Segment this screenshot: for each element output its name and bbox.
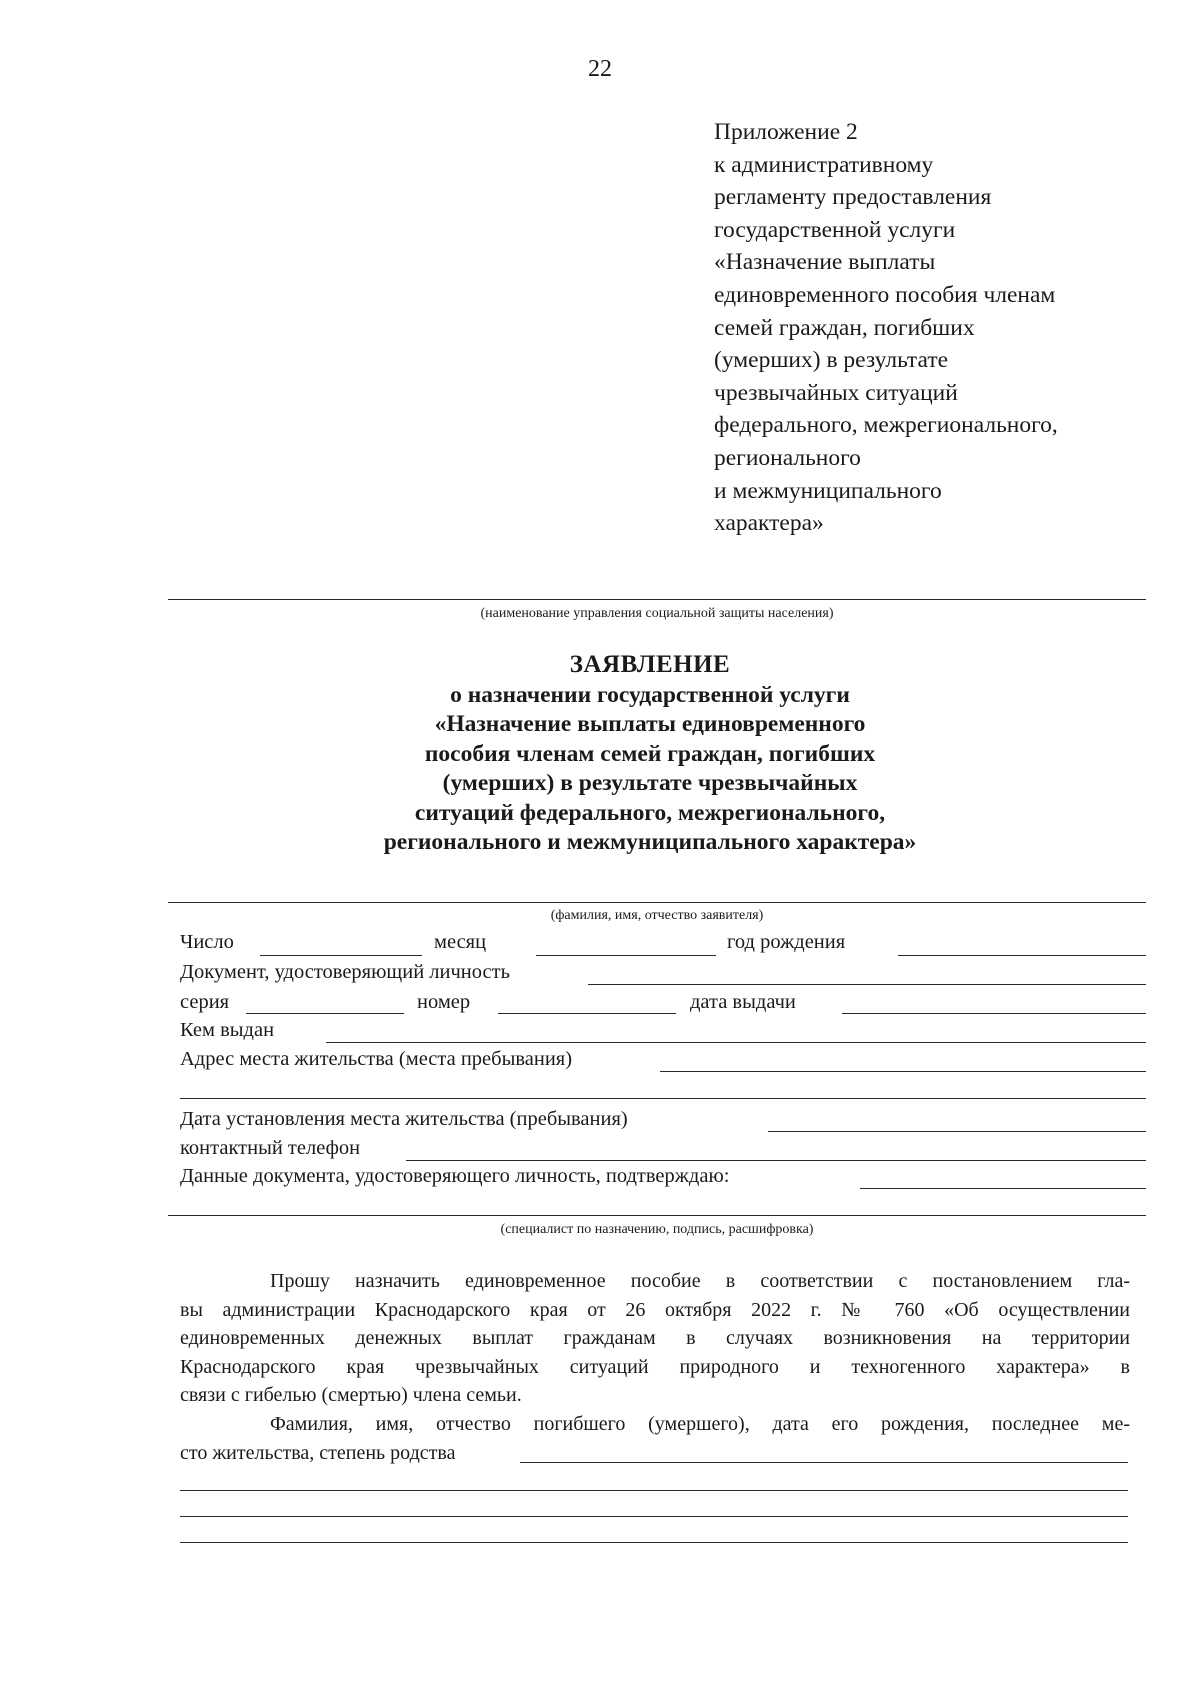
birth-year-field[interactable] <box>898 955 1146 956</box>
appendix-line: федерального, межрегионального, <box>714 412 1058 439</box>
applicant-name-line[interactable] <box>168 902 1146 903</box>
request-line: единовременных денежных выплат гражданам в случаях возникновения на территории <box>180 1327 1130 1349</box>
month-label: месяц <box>434 931 487 953</box>
month-field[interactable] <box>536 955 716 956</box>
title-line: «Назначение выплаты единовременного <box>434 711 866 737</box>
specialist-caption: (специалист по назначению, подпись, расшифровка) <box>500 1222 814 1237</box>
title-line: ситуаций федерального, межрегионального, <box>414 799 886 826</box>
appendix-line: (умерших) в результате <box>714 347 949 374</box>
day-field[interactable] <box>260 955 422 956</box>
department-name-line[interactable] <box>168 599 1146 600</box>
appendix-line: государственной услуги <box>714 216 956 243</box>
issued-by-field[interactable] <box>326 1042 1146 1043</box>
issued-by-label: Кем выдан <box>180 1019 275 1041</box>
residence-date-label: Дата установления места жительства (пребывания) <box>180 1108 628 1130</box>
confirm-field[interactable] <box>860 1188 1146 1189</box>
appendix-line: семей граждан, погибших <box>714 314 975 341</box>
appendix-line: характера» <box>714 510 824 537</box>
application-title <box>150 650 1150 858</box>
title-line: пособия членам семей граждан, погибших <box>424 740 876 767</box>
specialist-signature-line[interactable] <box>168 1215 1146 1216</box>
deceased-info-line[interactable] <box>180 1490 1128 1491</box>
issue-date-label: дата выдачи <box>690 991 796 1013</box>
appendix-line: регионального <box>714 444 861 471</box>
confirm-label: Данные документа, удостоверяющего личность, подтверждаю: <box>180 1165 730 1187</box>
appendix-line: единовременного пособия членам <box>714 281 1056 308</box>
series-label: серия <box>180 991 230 1013</box>
id-document-field[interactable] <box>588 984 1146 985</box>
number-label: номер <box>417 991 471 1013</box>
series-field[interactable] <box>246 1013 404 1014</box>
request-line: связи с гибелью (смертью) члена семьи. <box>180 1384 522 1406</box>
appendix-line: чрезвычайных ситуаций <box>714 379 958 406</box>
birth-year-label: год рождения <box>727 931 846 953</box>
deceased-paragraph <box>180 1410 1130 1467</box>
title-line: (умерших) в результате чрезвычайных <box>442 770 858 796</box>
request-paragraph <box>180 1267 1130 1410</box>
request-line: Краснодарского края чрезвычайных ситуаций природного и техногенного характера» в <box>180 1355 1130 1378</box>
deceased-line: сто жительства, степень родства <box>180 1441 456 1464</box>
issue-date-field[interactable] <box>842 1013 1146 1014</box>
appendix-note <box>714 116 1154 540</box>
residence-date-field[interactable] <box>768 1131 1146 1132</box>
deceased-info-line[interactable] <box>180 1516 1128 1517</box>
id-document-label: Документ, удостоверяющий личность <box>180 961 510 983</box>
phone-field[interactable] <box>406 1160 1146 1161</box>
number-field[interactable] <box>498 1013 676 1014</box>
phone-label: контактный телефон <box>180 1137 361 1159</box>
deceased-line: Фамилия, имя, отчество погибшего (умершего), дата его рождения, последнее ме- <box>270 1413 1130 1435</box>
day-label: Число <box>180 931 234 953</box>
applicant-caption: (фамилия, имя, отчество заявителя) <box>550 908 764 923</box>
appendix-line: Приложение 2 <box>714 119 858 145</box>
appendix-line: к административному <box>714 151 934 178</box>
deceased-info-line[interactable] <box>180 1542 1128 1543</box>
title-line: о назначении государственной услуги <box>450 681 850 708</box>
request-line: вы администрации Краснодарского края от 26 октября 2022 г. № 760 «Об осуществлении <box>180 1298 1130 1321</box>
address-field-continuation[interactable] <box>180 1098 1146 1099</box>
request-line: Прошу назначить единовременное пособие в соответствии с постановлением гла- <box>270 1270 1130 1292</box>
appendix-line: регламенту предоставления <box>714 184 992 211</box>
address-field[interactable] <box>660 1071 1146 1072</box>
page-number: 22 <box>588 56 612 82</box>
title-line: регионального и межмуниципального характера» <box>383 829 917 855</box>
address-label: Адрес места жительства (места пребывания) <box>180 1048 573 1070</box>
deceased-info-field[interactable] <box>520 1462 1128 1463</box>
department-caption: (наименование управления социальной защиты населения) <box>480 606 834 621</box>
appendix-line: «Назначение выплаты <box>714 249 936 276</box>
appendix-line: и межмуниципального <box>714 477 942 504</box>
title-heading: ЗАЯВЛЕНИЕ <box>569 651 731 678</box>
